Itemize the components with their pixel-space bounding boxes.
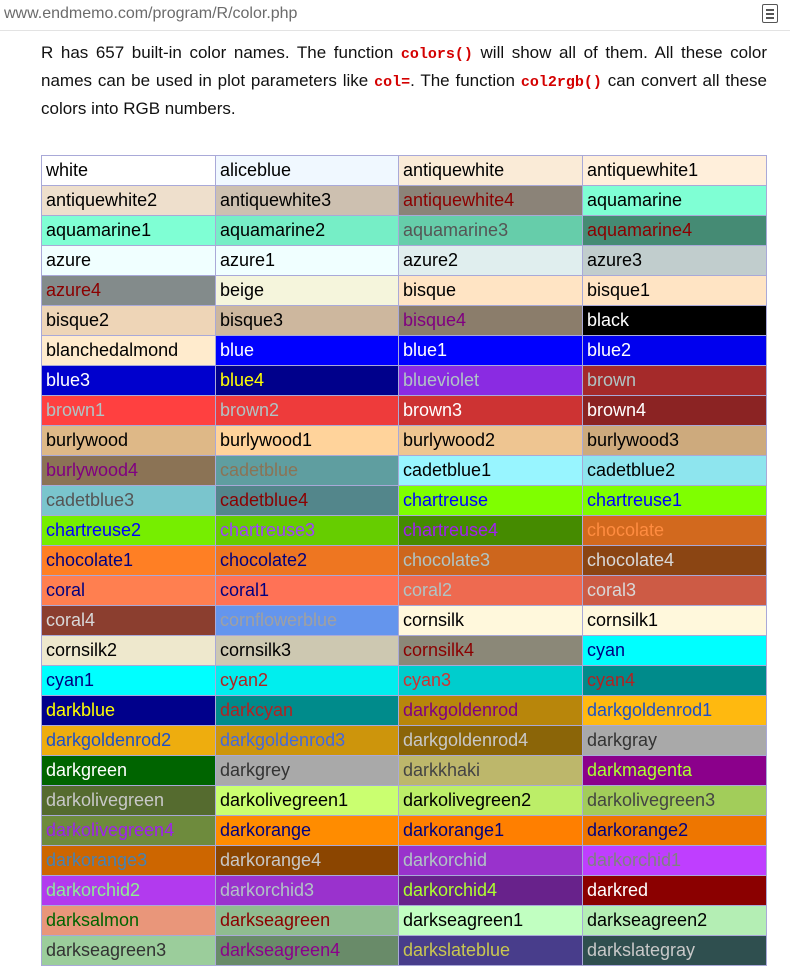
color-cell: azure <box>42 246 216 276</box>
color-cell: coral1 <box>216 576 399 606</box>
color-cell: aquamarine4 <box>583 216 767 246</box>
intro-text-3: . The function <box>410 71 521 90</box>
color-cell: burlywood3 <box>583 426 767 456</box>
color-cell: bisque <box>399 276 583 306</box>
color-cell: cyan <box>583 636 767 666</box>
intro-text-2: will show all of them. All these color names can be used in plot parameters like <box>41 43 767 90</box>
color-cell: chocolate <box>583 516 767 546</box>
color-table-body <box>42 156 767 966</box>
color-cell: cadetblue3 <box>42 486 216 516</box>
color-cell: cadetblue <box>216 456 399 486</box>
color-cell: darksalmon <box>42 906 216 936</box>
color-cell: cyan4 <box>583 666 767 696</box>
table-row <box>42 486 767 516</box>
color-cell: chartreuse <box>399 486 583 516</box>
table-row <box>42 336 767 366</box>
color-cell: darkolivegreen1 <box>216 786 399 816</box>
color-cell: darkorchid <box>399 846 583 876</box>
color-cell: burlywood4 <box>42 456 216 486</box>
color-cell: bisque2 <box>42 306 216 336</box>
color-cell: burlywood <box>42 426 216 456</box>
color-cell: darkseagreen3 <box>42 936 216 966</box>
color-cell: darkslateblue <box>399 936 583 966</box>
table-row <box>42 906 767 936</box>
color-cell: antiquewhite3 <box>216 186 399 216</box>
color-cell: blanchedalmond <box>42 336 216 366</box>
color-cell: darkorchid1 <box>583 846 767 876</box>
color-cell: darkgoldenrod4 <box>399 726 583 756</box>
color-cell: blue2 <box>583 336 767 366</box>
color-cell: azure4 <box>42 276 216 306</box>
color-cell: white <box>42 156 216 186</box>
color-cell: chocolate1 <box>42 546 216 576</box>
color-cell: brown3 <box>399 396 583 426</box>
color-cell: azure2 <box>399 246 583 276</box>
table-row <box>42 426 767 456</box>
color-cell: cadetblue1 <box>399 456 583 486</box>
color-cell: cornsilk2 <box>42 636 216 666</box>
color-cell: darkorchid3 <box>216 876 399 906</box>
table-row <box>42 666 767 696</box>
color-cell: burlywood2 <box>399 426 583 456</box>
color-cell: blue1 <box>399 336 583 366</box>
color-cell: aquamarine1 <box>42 216 216 246</box>
table-row <box>42 576 767 606</box>
table-row <box>42 786 767 816</box>
color-cell: darkkhaki <box>399 756 583 786</box>
color-cell: aquamarine3 <box>399 216 583 246</box>
table-row <box>42 546 767 576</box>
color-cell: burlywood1 <box>216 426 399 456</box>
table-row <box>42 696 767 726</box>
color-cell: blueviolet <box>399 366 583 396</box>
color-cell: aquamarine2 <box>216 216 399 246</box>
color-cell: darkmagenta <box>583 756 767 786</box>
color-cell: darkorange2 <box>583 816 767 846</box>
color-cell: aliceblue <box>216 156 399 186</box>
color-cell: antiquewhite4 <box>399 186 583 216</box>
color-cell: chocolate4 <box>583 546 767 576</box>
color-cell: darkolivegreen3 <box>583 786 767 816</box>
color-cell: azure1 <box>216 246 399 276</box>
color-cell: cyan2 <box>216 666 399 696</box>
table-row <box>42 936 767 966</box>
color-cell: cadetblue4 <box>216 486 399 516</box>
color-cell: aquamarine <box>583 186 767 216</box>
url-text[interactable]: www.endmemo.com/program/R/color.php <box>4 5 298 22</box>
color-cell: darkslategray <box>583 936 767 966</box>
color-cell: bisque3 <box>216 306 399 336</box>
color-cell: cornsilk <box>399 606 583 636</box>
color-cell: darkorange1 <box>399 816 583 846</box>
color-cell: darkorange3 <box>42 846 216 876</box>
color-cell: darkgoldenrod2 <box>42 726 216 756</box>
table-row <box>42 606 767 636</box>
color-cell: beige <box>216 276 399 306</box>
color-cell: brown2 <box>216 396 399 426</box>
color-cell: coral <box>42 576 216 606</box>
color-cell: cornsilk1 <box>583 606 767 636</box>
color-cell: blue <box>216 336 399 366</box>
table-row <box>42 156 767 186</box>
color-cell: brown <box>583 366 767 396</box>
color-cell: chocolate3 <box>399 546 583 576</box>
table-row <box>42 756 767 786</box>
table-row <box>42 396 767 426</box>
color-cell: chartreuse2 <box>42 516 216 546</box>
table-row <box>42 246 767 276</box>
color-cell: cornsilk4 <box>399 636 583 666</box>
color-cell: chocolate2 <box>216 546 399 576</box>
color-cell: darkolivegreen2 <box>399 786 583 816</box>
table-row <box>42 276 767 306</box>
color-cell: darkolivegreen4 <box>42 816 216 846</box>
intro-paragraph <box>41 40 767 122</box>
color-cell: darkorchid2 <box>42 876 216 906</box>
color-cell: darkseagreen2 <box>583 906 767 936</box>
color-cell: cadetblue2 <box>583 456 767 486</box>
color-cell: coral4 <box>42 606 216 636</box>
color-cell: darkorange <box>216 816 399 846</box>
table-row <box>42 366 767 396</box>
color-table <box>41 155 767 966</box>
color-cell: darkred <box>583 876 767 906</box>
table-row <box>42 456 767 486</box>
code-colors: colors() <box>400 46 473 63</box>
color-cell: cyan1 <box>42 666 216 696</box>
color-cell: cornsilk3 <box>216 636 399 666</box>
color-cell: coral2 <box>399 576 583 606</box>
color-cell: antiquewhite1 <box>583 156 767 186</box>
color-cell: coral3 <box>583 576 767 606</box>
color-cell: chartreuse1 <box>583 486 767 516</box>
color-cell: brown4 <box>583 396 767 426</box>
color-cell: chartreuse3 <box>216 516 399 546</box>
color-cell: darkgoldenrod <box>399 696 583 726</box>
table-row <box>42 516 767 546</box>
color-cell: cornflowerblue <box>216 606 399 636</box>
table-row <box>42 636 767 666</box>
color-cell: darkorange4 <box>216 846 399 876</box>
color-cell: bisque4 <box>399 306 583 336</box>
color-cell: darkcyan <box>216 696 399 726</box>
color-cell: darkblue <box>42 696 216 726</box>
table-row <box>42 216 767 246</box>
color-cell: darkseagreen1 <box>399 906 583 936</box>
color-cell: darkseagreen <box>216 906 399 936</box>
color-cell: antiquewhite2 <box>42 186 216 216</box>
table-row <box>42 186 767 216</box>
color-cell: blue4 <box>216 366 399 396</box>
color-cell: antiquewhite <box>399 156 583 186</box>
table-row <box>42 726 767 756</box>
color-cell: darkgrey <box>216 756 399 786</box>
address-bar[interactable] <box>0 0 790 31</box>
color-cell: darkorchid4 <box>399 876 583 906</box>
color-cell: azure3 <box>583 246 767 276</box>
color-cell: darkgray <box>583 726 767 756</box>
code-col: col= <box>374 74 411 91</box>
color-cell: chartreuse4 <box>399 516 583 546</box>
table-row <box>42 306 767 336</box>
color-cell: darkgreen <box>42 756 216 786</box>
intro-text-1: R has 657 built-in color names. The function <box>41 43 401 62</box>
color-cell: darkolivegreen <box>42 786 216 816</box>
color-cell: darkgoldenrod1 <box>583 696 767 726</box>
color-cell: black <box>583 306 767 336</box>
color-cell: blue3 <box>42 366 216 396</box>
table-row <box>42 816 767 846</box>
intro-text-4: can convert all these colors into RGB numbers. <box>41 71 767 118</box>
color-cell: bisque1 <box>583 276 767 306</box>
code-col2rgb: col2rgb() <box>520 74 602 91</box>
table-row <box>42 876 767 906</box>
color-cell: brown1 <box>42 396 216 426</box>
reader-mode-icon[interactable] <box>762 4 778 23</box>
color-cell: darkgoldenrod3 <box>216 726 399 756</box>
color-cell: darkseagreen4 <box>216 936 399 966</box>
color-cell: cyan3 <box>399 666 583 696</box>
table-row <box>42 846 767 876</box>
